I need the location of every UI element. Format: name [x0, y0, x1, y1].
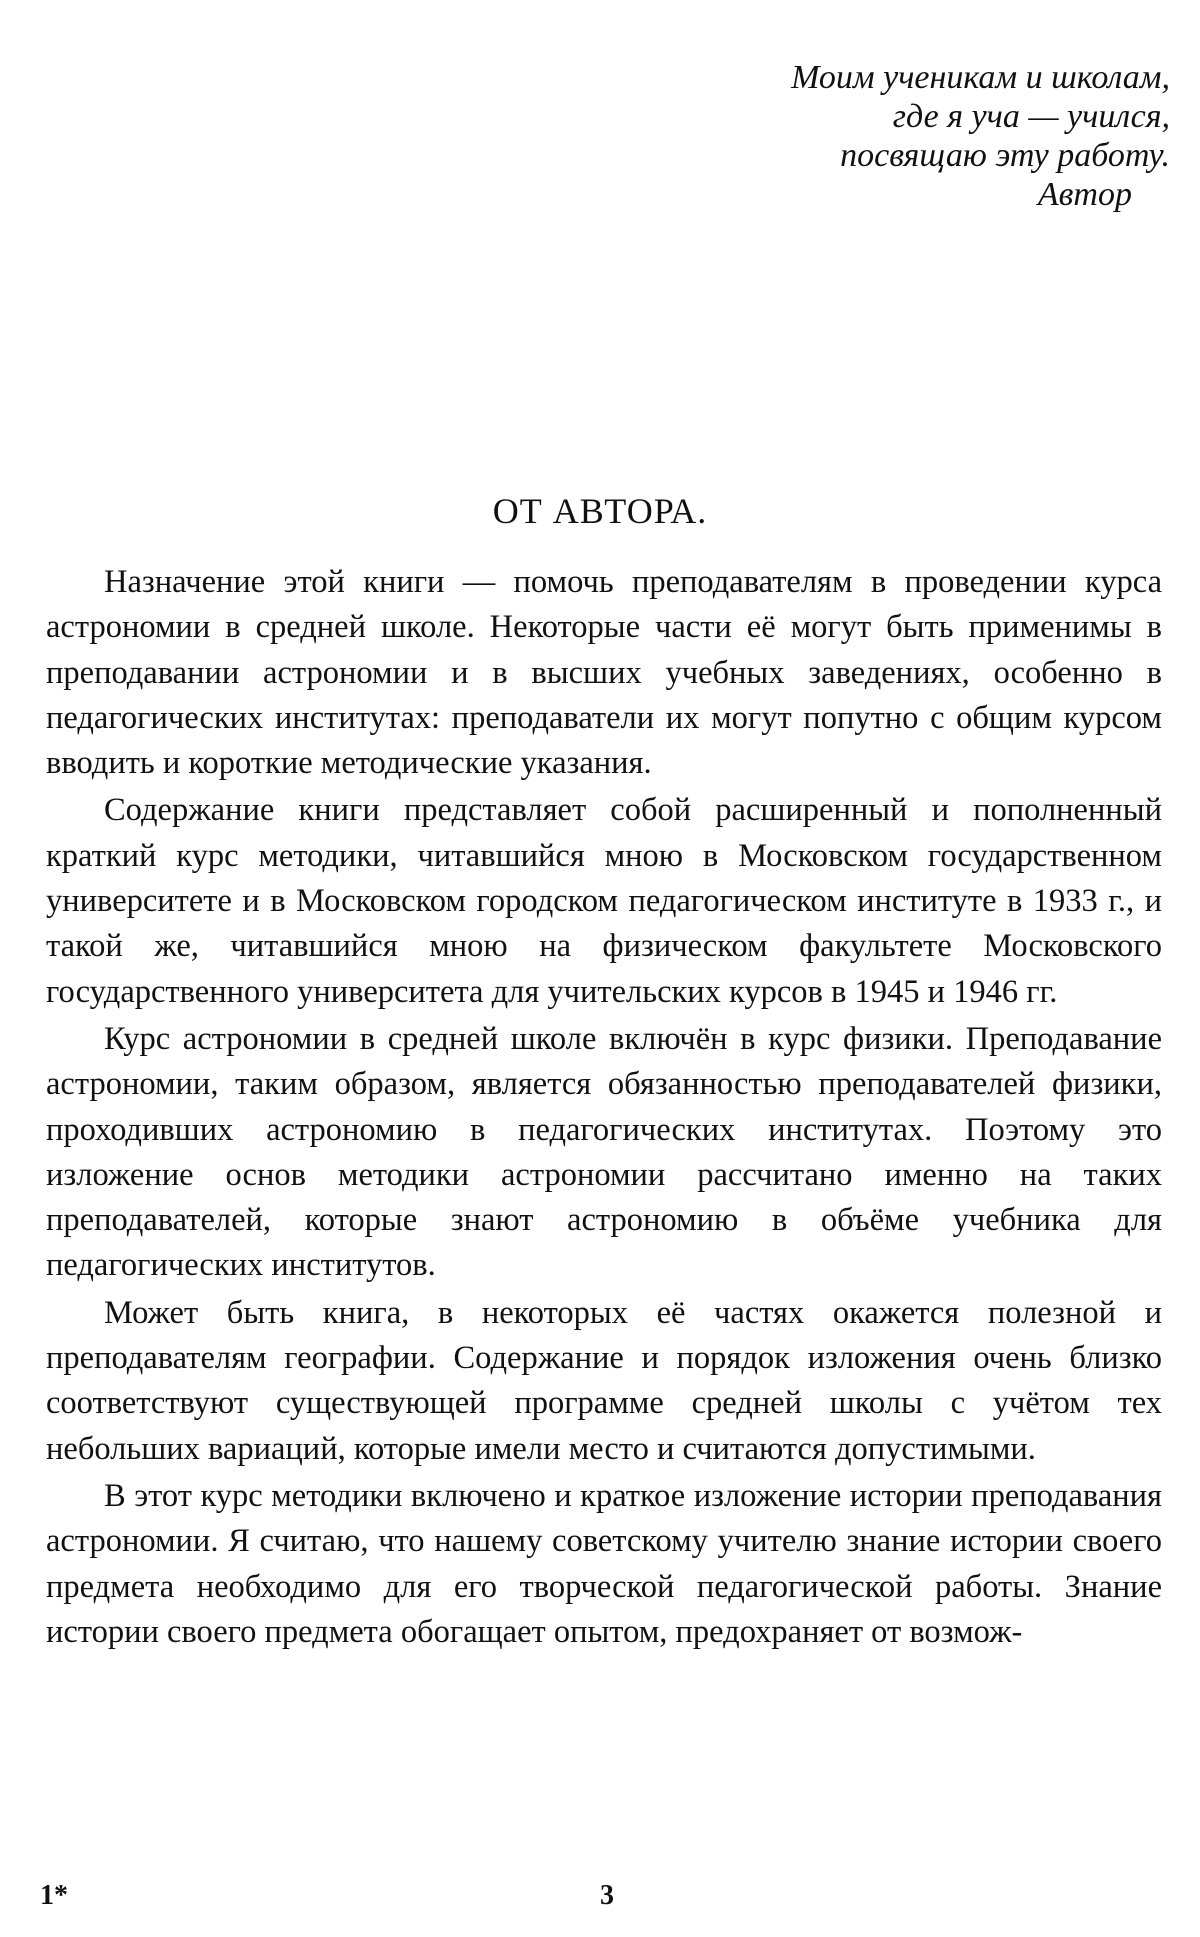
epigraph-line: посвящаю эту работу.	[840, 137, 1170, 174]
epigraph	[530, 58, 1170, 214]
epigraph-signature: Автор	[1037, 176, 1132, 213]
signature-mark: 1*	[40, 1880, 68, 1911]
paragraph: Содержание книги представляет собой расширенный и пополненный краткий курс методики, читавшийся мною в Московском государственном университете и в Московском городском педагогическом институте в 1933 г., и такой же, читавшийся мною на физическом факультете Московского государственного университета для учительских курсов в 1945 и 1946 гг.	[46, 792, 1162, 1010]
paragraph: Курс астрономии в средней школе включён в курс физики. Преподавание астрономии, таким образом, является обязанностью преподавателей физики, проходивших астрономию в педагогических институтах. Поэтому это изложение основ методики астрономии рассчитано именно на таких преподавателей, которые знают астрономию в объёме учебника для педагогических институтов.	[46, 1020, 1162, 1284]
paragraph: Может быть книга, в некоторых её частях окажется полезной и преподавателям географии. Содержание и порядок изложения очень близко соответствуют существующей программе средней школы с учётом тех небольших вариаций, которые имели место и считаются допустимыми.	[46, 1294, 1162, 1467]
paragraph: Назначение этой книги — помочь преподавателям в проведении курса астрономии в средней школе. Некоторые части её могут быть применимы в преподавании астрономии и в высших учебных заведениях, особенно в педагогических институтах: преподаватели их могут попутно с общим курсом вводить и короткие методические указания.	[46, 564, 1162, 782]
epigraph-line: где я уча — учился,	[892, 98, 1170, 135]
epigraph-line: Моим ученикам и школам,	[791, 59, 1170, 96]
page-number: 3	[600, 1880, 614, 1911]
body-text	[46, 560, 1162, 1657]
section-title: ОТ АВТОРА.	[492, 491, 708, 531]
paragraph: В этот курс методики включено и краткое изложение истории преподавания астрономии. Я считаю, что нашему советскому учителю знание истории своего предмета необходимо для его творческой педагогической работы. Знание истории своего предмета обогащает опытом, предохраняет от возмож-	[46, 1477, 1162, 1650]
page-footer	[40, 1880, 1162, 1920]
